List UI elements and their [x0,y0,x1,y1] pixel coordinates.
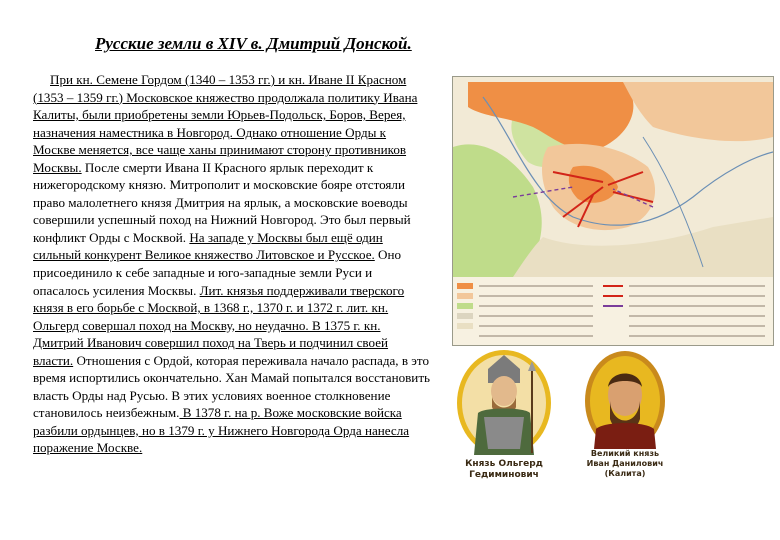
text-segment-3: На западе у Москвы был ещё один сильный конкурент Великое княжество Литовское и Русское. [33,229,383,263]
slide-title: Русские земли в XIV в. Дмитрий Донской. [95,34,412,53]
portrait-ivan-kalita [582,349,668,485]
map-drawing [453,77,773,345]
text-segment-7: В 1378 г. на р. Воже московские войска разбили ордынцев, но в 1379 г. у Нижнего Новгорода Орда нанесла поражение Москве. [33,405,410,456]
portrait-olgerd [454,349,554,485]
text-segment-2: После смерти Ивана II Красного ярлык переходит к нижегородскому князю. Митрополит и московские бояре отстояли право малолетнего князя Дмитрия на ярлык, а московские воеводы совершили успешный поход на Нижний Новгород. Это был первый конфликт Орды с Москвой. [33,159,411,245]
body-text [33,71,431,457]
text-segment-1: При кн. Семене Гордом (1340 – 1353 гг.) и кн. Иване II Красном (1353 – 1359 гг.) Московское княжество продолжала политику Ивана Калиты, были приобретены земли Юрьев-Подольск, Боров, Верея, назначения наместника в Новгород. Однако отношение Орды к Москве меняется, все чаще ханы принимают сторону противников Москвы. [33,72,418,175]
portrait-olgerd-caption-line1: Князь Ольгерд [465,459,543,469]
text-segment-5: Лит. князья поддерживали тверского князя в его борьбе с Москвой, в 1368 г., 1370 г. и 1372 г. лит. кн. Ольгерд совершал поход на Москву, но неудачно. В 1375 г. кн. Дмитрий Иванович совершил поход на Тверь и подчинил своей власти. [33,282,405,368]
portrait-olgerd-caption-line2: Гедиминович [469,470,539,480]
portrait-ivan-caption-line2: Иван Данилович [586,459,664,468]
historical-map-image [452,76,774,346]
portrait-ivan-caption-line1: Великий князь [590,449,660,458]
text-segment-4: Оно присоединило к себе западные и юго-западные земли Руси и опасалось усиления Москвы. [33,247,402,298]
text-segment-6: Отношения с Ордой, которая переживала начало распада, в это время испортились окончательно. Хан Мамай попытался восстановить власть Орды над Русью. В этих условиях военное столкновение становилось неизбежным. [33,352,431,421]
portrait-ivan-caption-line3: (Калита) [604,469,646,478]
